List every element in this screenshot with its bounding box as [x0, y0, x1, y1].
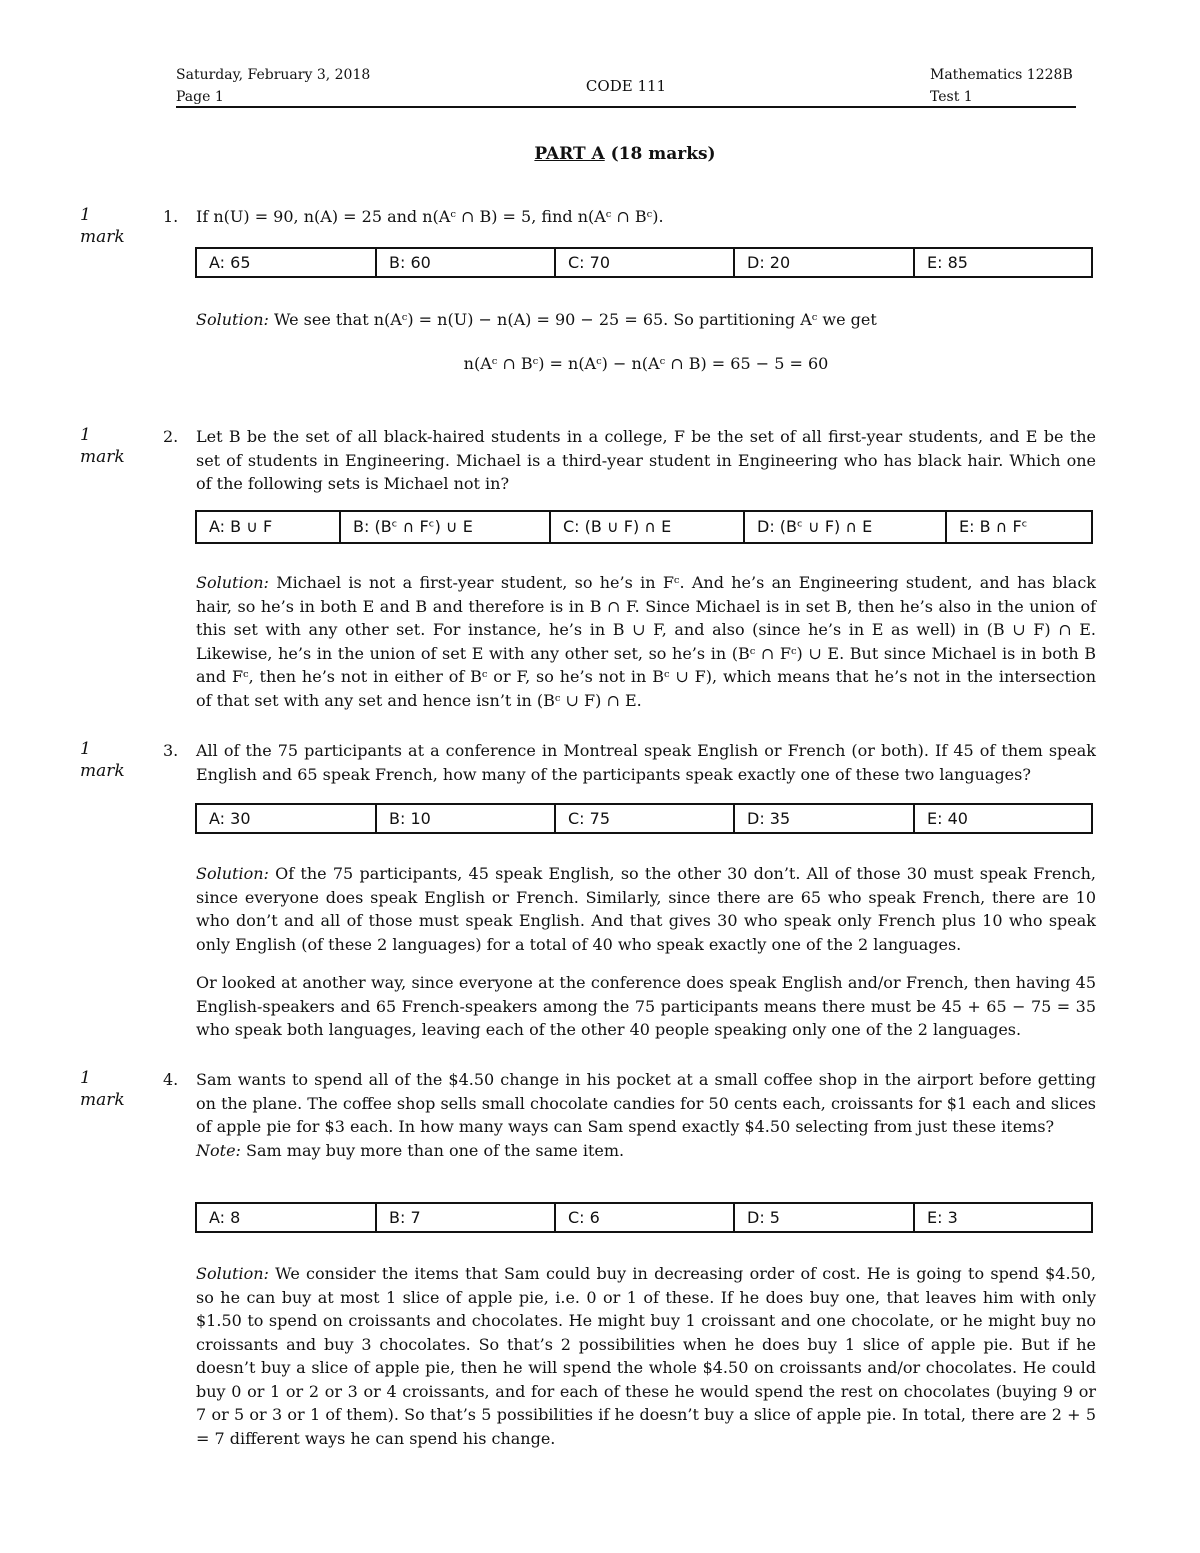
- answer-option[interactable]: A: 8: [197, 1204, 377, 1231]
- question-1-text: If n(U) = 90, n(A) = 25 and n(Aᶜ ∩ B) = 5, find n(Aᶜ ∩ Bᶜ).: [196, 207, 664, 226]
- solution-label: Solution:: [196, 1264, 269, 1283]
- question-3-marks: 1 mark: [80, 739, 125, 781]
- question-4-solution: [196, 1262, 1096, 1450]
- question-1-solution: [196, 308, 1096, 332]
- answer-option[interactable]: A: B ∪ F: [197, 512, 341, 542]
- answer-option[interactable]: E: B ∩ Fᶜ: [959, 517, 1028, 536]
- question-4-body: Sam wants to spend all of the $4.50 change in his pocket at a small coffee shop in the airport before getting on the plane. The coffee shop sells small chocolate candies for 50 cents each, croissants for $1 each and slices of apple pie for $3 each. In how many ways can Sam spend exactly $4.50 selecting from just these items?: [196, 1070, 1096, 1136]
- note-text: Sam may buy more than one of the same item.: [246, 1140, 625, 1160]
- answer-option[interactable]: B: (Bᶜ ∩ Fᶜ) ∪ E: [341, 512, 551, 542]
- question-4-note: [196, 1139, 1096, 1163]
- header-course: Mathematics 1228B: [930, 67, 1073, 83]
- question-2-text: Let B be the set of all black-haired students in a college, F be the set of all first-year students, and E be the set of students in Engineering. Michael is a third-year student in Engineering who has black hair. Which one of the following sets is Michael not in?: [196, 427, 1096, 493]
- question-2-number: 2.: [163, 427, 179, 446]
- question-1-number: 1.: [163, 207, 179, 226]
- page-header: [176, 64, 1076, 108]
- question-3-answers: [195, 803, 1093, 834]
- answer-option[interactable]: E: 3: [927, 1208, 958, 1227]
- solution-text: Michael is not a first-year student, so he’s in Fᶜ. And he’s an Engineering student, and has black hair, so he’s in both E and B and therefore is in B ∩ F. Since Michael is in set B, then he’s also in the union of this set with any other set. For instance, he’s in B ∪ F, and also (since he’s in E as well) in (B ∪ F) ∩ E. Likewise, he’s in the union of set E with any other set, so he’s in (Bᶜ ∩ Fᶜ) ∪ E. But since Michael is in both B and Fᶜ, then he’s not in either of Bᶜ or F, so he’s not in Bᶜ ∪ F), which means that he’s not in the intersection of that set with any set and hence isn’t in (Bᶜ ∪ F) ∩ E.: [196, 573, 1096, 710]
- solution-text: We consider the items that Sam could buy in decreasing order of cost. He is going to spend $4.50, so he can buy at most 1 slice of apple pie, i.e. 0 or 1 of these. If he does buy one, that leaves him with only $1.50 to spend on croissants and chocolates. He might buy 1 croissant and one chocolate, or he might buy no croissants and buy 3 chocolates. So that’s 2 possibilities when he does buy 1 slice of apple pie. But if he doesn’t buy a slice of apple pie, then he will spend the whole $4.50 on croissants and/or chocolates. He could buy 0 or 1 or 2 or 3 or 4 croissants, and for each of these he would spend the rest on chocolates (buying 9 or 7 or 5 or 3 or 1 of them). So that’s 5 possibilities if he doesn’t buy a slice of apple pie. In total, there are 2 + 5 = 7 different ways he can spend his change.: [196, 1264, 1096, 1448]
- answer-option[interactable]: A: 30: [197, 805, 377, 832]
- answer-option[interactable]: C: 6: [556, 1204, 735, 1231]
- answer-option[interactable]: C: 70: [556, 249, 735, 276]
- answer-option[interactable]: B: 7: [377, 1204, 556, 1231]
- answer-option[interactable]: D: 20: [735, 249, 915, 276]
- answer-option[interactable]: D: (Bᶜ ∪ F) ∩ E: [745, 512, 947, 542]
- header-code: CODE 111: [585, 77, 667, 95]
- header-test: Test 1: [930, 89, 973, 105]
- question-4-number: 4.: [163, 1070, 179, 1089]
- part-title-label: PART A: [534, 144, 605, 164]
- question-3-solution-alt: Or looked at another way, since everyone at the conference does speak English and/or French, then having 45 English-speakers and 65 French-speakers among the 75 participants means there must be 45 + 65 − 75 = 35 who speak both languages, leaving each of the other 40 people speaking only one of the 2 languages.: [196, 973, 1096, 1039]
- answer-option[interactable]: A: 65: [197, 249, 377, 276]
- answer-option[interactable]: B: 10: [377, 805, 556, 832]
- question-4-answers: [195, 1202, 1093, 1233]
- part-marks: (18 marks): [610, 144, 716, 164]
- note-label: Note:: [196, 1140, 241, 1160]
- answer-option[interactable]: E: 85: [927, 253, 968, 272]
- part-title: [0, 144, 1200, 164]
- solution-label: Solution:: [196, 310, 269, 329]
- solution-text: Of the 75 participants, 45 speak English, so the other 30 don’t. All of those 30 must speak French, since everyone does speak English or French. Similarly, since there are 65 who speak French, there are 10 who don’t and all of those must speak English. And that gives 30 who speak only French plus 10 who speak only English (of these 2 languages) for a total of 40 who speak exactly one of the 2 languages.: [196, 864, 1096, 954]
- question-1-answers: [195, 247, 1093, 278]
- question-2-answers: [195, 510, 1093, 544]
- question-3-number: 3.: [163, 741, 179, 760]
- solution-label: Solution:: [196, 573, 269, 592]
- question-3-text: All of the 75 participants at a conference in Montreal speak English or French (or both). If 45 of them speak English and 65 speak French, how many of the participants speak exactly one of these two languages?: [196, 741, 1096, 784]
- answer-option[interactable]: D: 5: [735, 1204, 915, 1231]
- solution-label: Solution:: [196, 864, 269, 883]
- answer-option[interactable]: C: (B ∪ F) ∩ E: [551, 512, 745, 542]
- question-1-equation: n(Aᶜ ∩ Bᶜ) = n(Aᶜ) − n(Aᶜ ∩ B) = 65 − 5 = 60: [463, 354, 829, 373]
- question-4-marks: 1 mark: [80, 1068, 125, 1110]
- question-1-marks: 1 mark: [80, 205, 125, 247]
- header-rule: [176, 106, 1076, 108]
- header-date: Saturday, February 3, 2018: [176, 67, 371, 83]
- question-2-marks: 1 mark: [80, 425, 125, 467]
- answer-option[interactable]: B: 60: [377, 249, 556, 276]
- answer-option[interactable]: C: 75: [556, 805, 735, 832]
- answer-option[interactable]: E: 40: [927, 809, 968, 828]
- answer-option[interactable]: D: 35: [735, 805, 915, 832]
- header-right: [930, 64, 1073, 108]
- solution-text: We see that n(Aᶜ) = n(U) − n(A) = 90 − 25 = 65. So partitioning Aᶜ we get: [273, 310, 877, 329]
- question-4-text: [196, 1068, 1096, 1162]
- question-3-solution: [196, 862, 1096, 956]
- question-2-solution: [196, 571, 1096, 712]
- header-page: Page 1: [176, 89, 224, 105]
